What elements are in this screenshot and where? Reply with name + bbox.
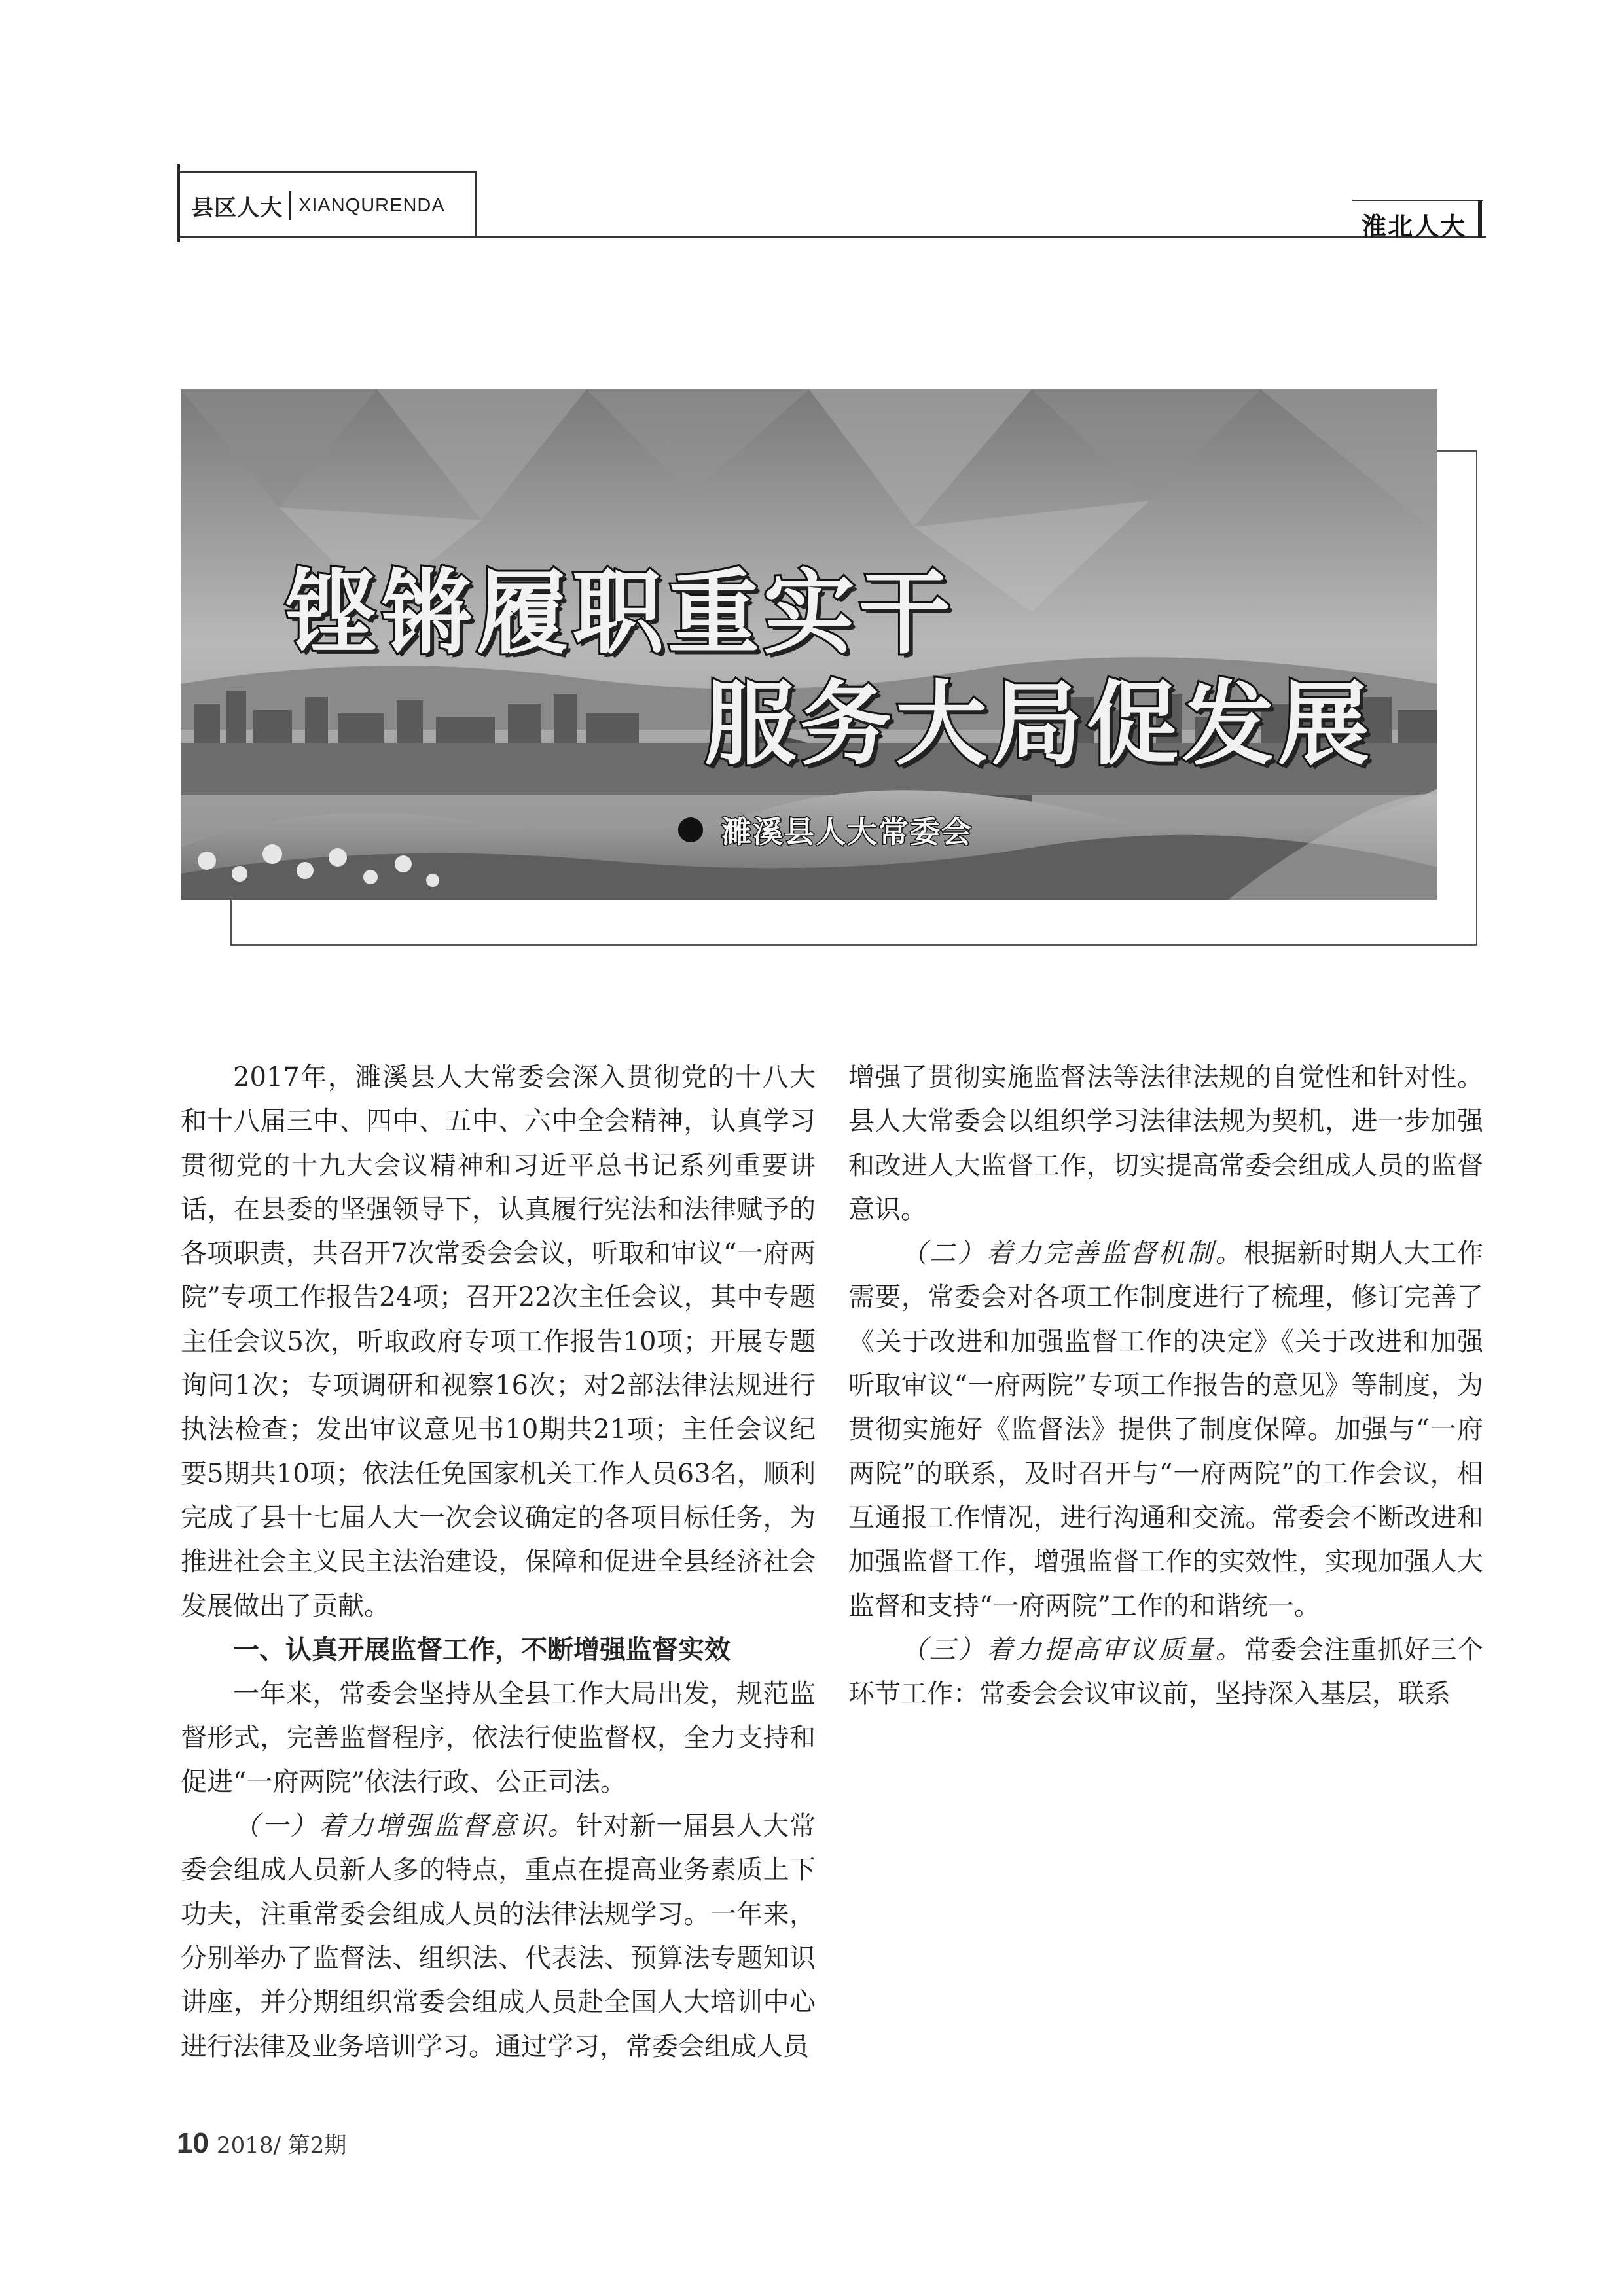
header-section-cn: 县区人大 [191, 195, 283, 221]
subsection-text-1: 针对新一届县人大常委会组成人员新人多的特点，重点在提高业务素质上下功夫，注重常委会组成人员的法律法规学习。一年来，分别举办了监督法、组织法、代表法、预算法专题知识讲座，并分期组织常委会组成人员赴全国人大培训中心进行法律及业务培训学习。通过学习，常委会组成人员 [181, 1811, 816, 2062]
banner-author: 濉溪县人大常委会 [721, 814, 973, 850]
header-column-right: 淮北人大 [1362, 212, 1467, 241]
subsection-text-2: 根据新时期人大工作需要，常委会对各项工作制度进行了梳理，修订完善了《关于改进和加强监督工作的决定》《关于改进和加强听取审议“一府两院”专项工作报告的意见》等制度，为贯彻实施好《监督法》提供了制度保障。加强与“一府两院”的联系，及时召开与“一府两院”的工作会议，相互通报工作情况，进行沟通和交流。常委会不断改进和加强监督工作，增强监督工作的实效性，实现加强人大监督和支持“一府两院”工作的和谐统一。 [848, 1238, 1484, 1621]
header-separator [289, 191, 291, 220]
banner-title-line2: 服务大局促发展 [704, 672, 1374, 778]
body-column-right [848, 1056, 1483, 1716]
banner-author-row [678, 808, 973, 852]
paragraph-sub-2 [848, 1232, 1483, 1628]
header-box-right-line [475, 171, 477, 236]
header-left-rule [177, 164, 180, 242]
bullet-icon [678, 817, 703, 842]
body-column-left [181, 1056, 816, 2069]
subsection-title-3: （三）着力提高审议质量。 [901, 1634, 1244, 1665]
subsection-text-3: 常委会注重抓好三个环节工作：常委会会议审议前，坚持深入基层，联系 [848, 1634, 1484, 1710]
paragraph-intro: 2017年，濉溪县人大常委会深入贯彻党的十八大和十八届三中、四中、五中、六中全会精神，认真学习贯彻党的十九大会议精神和习近平总书记系列重要讲话，在县委的坚强领导下，认真履行宪法和法律赋予的各项职责，共召开7次常委会会议，听取和审议“一府两院”专项工作报告24项；召开22次主任会议，其中专题主任会议5次，听取政府专项工作报告10项；开展专题询问1次；专项调研和视察16次；对2部法律法规进行执法检查；发出审议意见书10期共21项；主任会议纪要5期共10项；依法任免国家机关工作人员63名，顺利完成了县十七届人大一次会议确定的各项目标任务，为推进社会主义民主法治建设，保障和促进全县经济社会发展做出了贡献。 [181, 1062, 816, 1621]
subsection-title-1: （一）着力增强监督意识。 [233, 1811, 577, 1842]
paragraph-sub-1 [181, 1804, 816, 2069]
issue-label: 2018/ 第2期 [216, 2132, 347, 2159]
subsection-title-2: （二）着力完善监督机制。 [901, 1238, 1244, 1269]
section-heading-1: 一、认真开展监督工作，不断增强监督实效 [233, 1634, 731, 1665]
banner-image [181, 389, 1437, 900]
banner-title-line1: 铿锵履职重实干 [285, 560, 955, 667]
header-section-latin: XIANQURENDA [298, 195, 445, 216]
paragraph-sub-3 [848, 1628, 1483, 1717]
page-number: 10 [177, 2127, 209, 2159]
header-right-box-line [1352, 200, 1483, 201]
page-footer [177, 2127, 346, 2160]
header-bottom-rule [177, 236, 1486, 238]
paragraph-sub-1-continued: 增强了贯彻实施监督法等法律法规的自觉性和针对性。县人大常委会以组织学习法律法规为契机，进一步加强和改进人大监督工作，切实提高常委会组成人员的监督意识。 [848, 1062, 1483, 1225]
header-right-rule [1478, 200, 1482, 238]
paragraph-section-1: 一年来，常委会坚持从全县工作大局出发，规范监督形式，完善监督程序，依法行使监督权，全力支持和促进“一府两院”依法行政、公正司法。 [181, 1679, 816, 1797]
header-box-top-line [177, 171, 477, 173]
